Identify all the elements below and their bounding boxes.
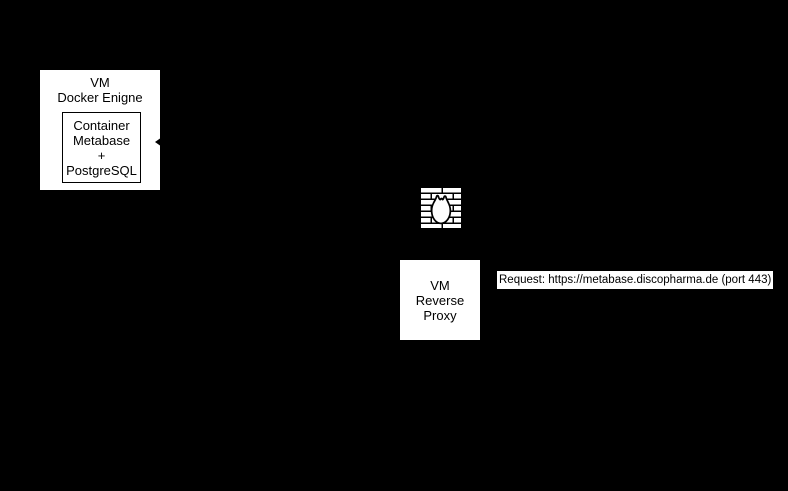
request-edge-label[interactable]: Request: https://metabase.discopharma.de (port 443) — [497, 271, 773, 289]
node-vm-docker-engine[interactable] — [40, 70, 160, 190]
node-container-metabase-postgresql[interactable] — [62, 112, 141, 183]
node-vm-docker-engine-label-line2: Docker Enigne — [57, 90, 143, 105]
node-container-label-line3: + — [97, 147, 106, 163]
firewall-icon[interactable] — [421, 188, 461, 230]
node-container-label-line1: Container — [73, 117, 130, 133]
node-vm-reverse-proxy-label-line3: Proxy — [423, 307, 457, 323]
node-vm-reverse-proxy-label-line1: VM — [430, 277, 450, 293]
node-container-label-line4: PostgreSQL — [66, 162, 137, 178]
node-vm-docker-engine-label-line1: VM — [90, 75, 110, 90]
node-container-label-line2: Metabase — [72, 132, 131, 148]
node-vm-reverse-proxy[interactable] — [400, 260, 480, 340]
node-vm-reverse-proxy-label-line2: Reverse — [415, 292, 465, 308]
arrowhead-into-docker-vm-icon — [152, 135, 162, 149]
